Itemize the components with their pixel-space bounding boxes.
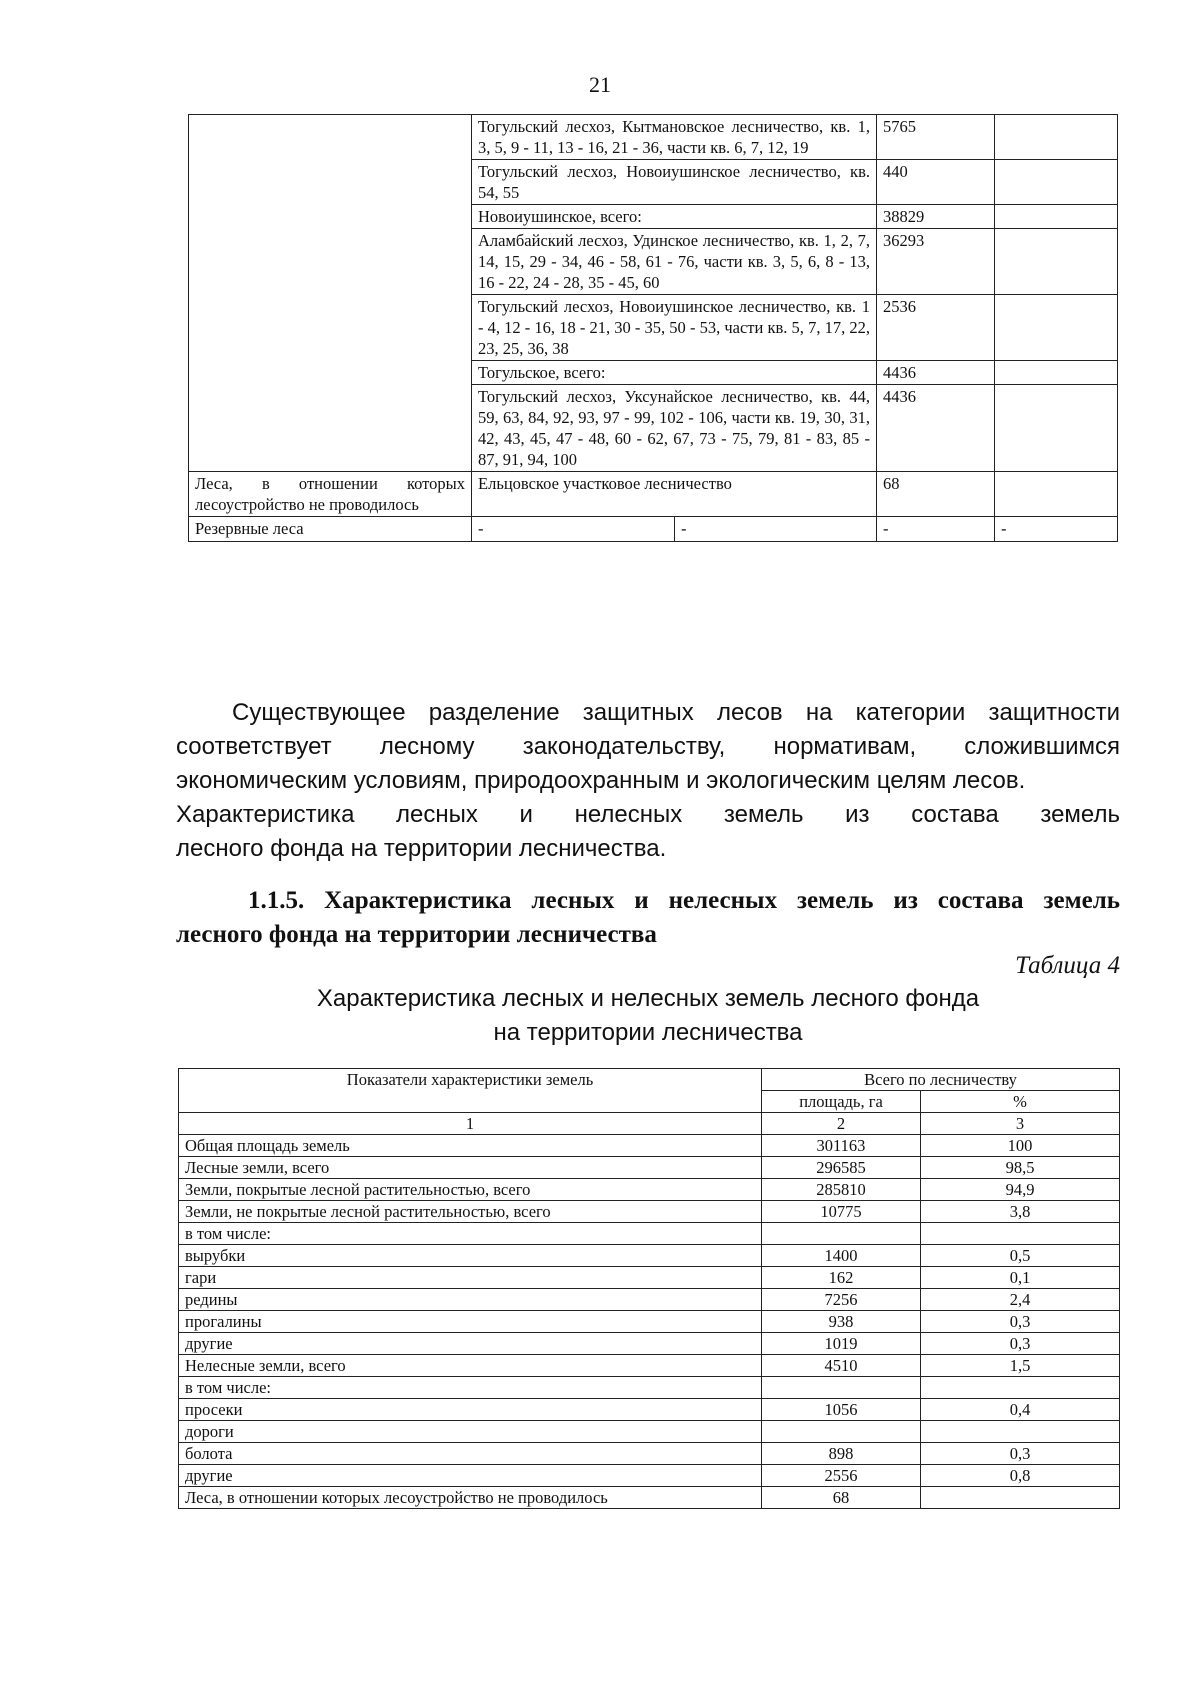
table-cell: - bbox=[681, 519, 687, 538]
column-header: Всего по лесничеству bbox=[762, 1069, 1120, 1091]
table-cell: в том числе: bbox=[179, 1377, 762, 1399]
table-cell bbox=[921, 1487, 1120, 1509]
section-heading bbox=[176, 884, 1120, 952]
forest-districts-table bbox=[188, 114, 1118, 542]
table-cell: Аламбайский лесхоз, Удинское лесничество, кв. 1, 2, 7, 14, 15, 29 - 34, 46 - 58, 61 - 76, части кв. 3, 5, 6, 8 - 13, 16 - 22, 24 - 28, 35 - 45, 60 bbox=[472, 229, 877, 295]
table-cell: 301163 bbox=[762, 1135, 921, 1157]
table-row bbox=[179, 1377, 1120, 1399]
table-cell: 1400 bbox=[762, 1245, 921, 1267]
table-cell: Тогульское, всего: bbox=[472, 361, 877, 385]
table-header-row bbox=[179, 1113, 1120, 1135]
table-cell bbox=[921, 1377, 1120, 1399]
table-cell: другие bbox=[179, 1465, 762, 1487]
table-cell: 3,8 bbox=[921, 1201, 1120, 1223]
table-row bbox=[179, 1179, 1120, 1201]
table-cell: 162 bbox=[762, 1267, 921, 1289]
table-cell bbox=[995, 229, 1118, 295]
table-cell bbox=[762, 1377, 921, 1399]
table-cell: Земли, покрытые лесной растительностью, всего bbox=[179, 1179, 762, 1201]
table-cell: 0,3 bbox=[921, 1443, 1120, 1465]
table-cell: 5765 bbox=[877, 115, 995, 160]
table-cell: 4436 bbox=[877, 361, 995, 385]
table-cell bbox=[472, 517, 877, 542]
table-number-label: Таблица 4 bbox=[1015, 952, 1120, 979]
table-cell: 2536 bbox=[877, 295, 995, 361]
table-cell: - bbox=[995, 517, 1118, 542]
table-row bbox=[179, 1201, 1120, 1223]
table-cell: 36293 bbox=[877, 229, 995, 295]
table-row bbox=[179, 1245, 1120, 1267]
table-caption bbox=[176, 982, 1120, 1050]
table-cell: Земли, не покрытые лесной растительностью, всего bbox=[179, 1201, 762, 1223]
table-cell: Новоиушинское, всего: bbox=[472, 205, 877, 229]
heading-line: лесного фонда на территории лесничества bbox=[176, 921, 657, 948]
table-cell: просеки bbox=[179, 1399, 762, 1421]
paragraph-line: Существующее разделение защитных лесов на категории защитности bbox=[232, 699, 1120, 726]
table-row bbox=[179, 1311, 1120, 1333]
table-row bbox=[179, 1157, 1120, 1179]
table-cell: 1019 bbox=[762, 1333, 921, 1355]
paragraph-line: соответствует лесному законодательству, нормативам, сложившимся bbox=[176, 733, 1120, 760]
table-cell bbox=[921, 1223, 1120, 1245]
table-cell: другие bbox=[179, 1333, 762, 1355]
table-row bbox=[179, 1487, 1120, 1509]
table-cell: Леса, в отношении которых лесоустройство не проводилось bbox=[179, 1487, 762, 1509]
table-cell: 1,5 bbox=[921, 1355, 1120, 1377]
table-cell: Резервные леса bbox=[189, 517, 472, 542]
table-cell: Тогульский лесхоз, Уксунайское лесничество, кв. 44, 59, 63, 84, 92, 93, 97 - 99, 102 - 106, части кв. 19, 30, 31, 42, 43, 45, 47 - 48, 60 - 62, 67, 73 - 75, 79, 81 - 83, 85 - 87, 91, 94, 100 bbox=[472, 385, 877, 472]
column-header: площадь, га bbox=[762, 1091, 921, 1113]
table-row bbox=[179, 1399, 1120, 1421]
caption-line: на территории лесничества bbox=[493, 1019, 803, 1046]
table-cell bbox=[189, 115, 472, 472]
table-row bbox=[179, 1289, 1120, 1311]
column-header: Показатели характеристики земель bbox=[179, 1069, 762, 1113]
table-row bbox=[179, 1421, 1120, 1443]
table-cell: 94,9 bbox=[921, 1179, 1120, 1201]
table-cell: 0,8 bbox=[921, 1465, 1120, 1487]
table-row bbox=[179, 1135, 1120, 1157]
page-number: 21 bbox=[589, 72, 611, 97]
column-number: 2 bbox=[762, 1113, 921, 1135]
table-cell: Ельцовское участковое лесничество bbox=[472, 472, 877, 517]
paragraph-line: лесного фонда на территории лесничества. bbox=[176, 835, 667, 862]
table-cell: 0,3 bbox=[921, 1311, 1120, 1333]
table-cell bbox=[995, 295, 1118, 361]
table-cell bbox=[921, 1421, 1120, 1443]
table-row bbox=[179, 1333, 1120, 1355]
table-cell bbox=[995, 385, 1118, 472]
table-cell: 10775 bbox=[762, 1201, 921, 1223]
table-row bbox=[189, 472, 1118, 517]
land-characteristics-table bbox=[178, 1068, 1120, 1509]
table-cell bbox=[995, 160, 1118, 205]
table-cell: 296585 bbox=[762, 1157, 921, 1179]
table-header-row bbox=[179, 1069, 1120, 1091]
table-row bbox=[179, 1443, 1120, 1465]
table-cell: гари bbox=[179, 1267, 762, 1289]
table-cell: 938 bbox=[762, 1311, 921, 1333]
table-row bbox=[189, 115, 1118, 160]
column-header: % bbox=[921, 1091, 1120, 1113]
table-row bbox=[179, 1223, 1120, 1245]
table-cell bbox=[995, 115, 1118, 160]
table-cell: 68 bbox=[877, 472, 995, 517]
body-paragraph bbox=[176, 696, 1120, 866]
table-cell: 898 bbox=[762, 1443, 921, 1465]
table-cell: 0,5 bbox=[921, 1245, 1120, 1267]
table-cell: 0,3 bbox=[921, 1333, 1120, 1355]
table-cell: 7256 bbox=[762, 1289, 921, 1311]
table-row bbox=[179, 1267, 1120, 1289]
table-cell: Общая площадь земель bbox=[179, 1135, 762, 1157]
table-cell: редины bbox=[179, 1289, 762, 1311]
table-cell: в том числе: bbox=[179, 1223, 762, 1245]
table-cell: Лесные земли, всего bbox=[179, 1157, 762, 1179]
table-cell: 38829 bbox=[877, 205, 995, 229]
table-cell bbox=[995, 205, 1118, 229]
table-cell: Леса, в отношении которых лесоустройство не проводилось bbox=[189, 472, 472, 517]
table-cell: - bbox=[472, 517, 675, 541]
table-cell: Тогульский лесхоз, Кытмановское лесничество, кв. 1, 3, 5, 9 - 11, 13 - 16, 21 - 36, части кв. 6, 7, 12, 19 bbox=[472, 115, 877, 160]
heading-line: 1.1.5. Характеристика лесных и нелесных земель из состава земель bbox=[248, 887, 1120, 914]
table-row bbox=[189, 517, 1118, 542]
caption-line: Характеристика лесных и нелесных земель лесного фонда bbox=[316, 985, 980, 1012]
table-cell: 0,1 bbox=[921, 1267, 1120, 1289]
table-cell: - bbox=[877, 517, 995, 542]
table-cell bbox=[995, 472, 1118, 517]
table-cell: вырубки bbox=[179, 1245, 762, 1267]
table-cell: 2556 bbox=[762, 1465, 921, 1487]
table-cell: 285810 bbox=[762, 1179, 921, 1201]
table-cell: 4510 bbox=[762, 1355, 921, 1377]
table-cell bbox=[995, 361, 1118, 385]
table-cell: 100 bbox=[921, 1135, 1120, 1157]
table-cell: Тогульский лесхоз, Новоиушинское лесничество, кв. 1 - 4, 12 - 16, 18 - 21, 30 - 35, 50 - 53, части кв. 5, 7, 17, 22, 23, 25, 36, 38 bbox=[472, 295, 877, 361]
table-cell: дороги bbox=[179, 1421, 762, 1443]
table-cell: 440 bbox=[877, 160, 995, 205]
table-cell: Тогульский лесхоз, Новоиушинское лесничество, кв. 54, 55 bbox=[472, 160, 877, 205]
column-number: 3 bbox=[921, 1113, 1120, 1135]
table-row bbox=[179, 1465, 1120, 1487]
table-row bbox=[179, 1355, 1120, 1377]
paragraph-line: Характеристика лесных и нелесных земель из состава земель bbox=[176, 801, 1120, 828]
table-cell: 4436 bbox=[877, 385, 995, 472]
paragraph-line: экономическим условиям, природоохранным и экологическим целям лесов. bbox=[176, 767, 1026, 794]
table-cell: 0,4 bbox=[921, 1399, 1120, 1421]
table-cell: болота bbox=[179, 1443, 762, 1465]
land-table-body bbox=[179, 1135, 1120, 1509]
table-cell bbox=[762, 1223, 921, 1245]
table-cell: Нелесные земли, всего bbox=[179, 1355, 762, 1377]
table-cell: прогалины bbox=[179, 1311, 762, 1333]
column-number: 1 bbox=[179, 1113, 762, 1135]
table-cell: 1056 bbox=[762, 1399, 921, 1421]
table-cell bbox=[762, 1421, 921, 1443]
table-cell: 98,5 bbox=[921, 1157, 1120, 1179]
split-cell bbox=[472, 517, 876, 541]
table-cell: 2,4 bbox=[921, 1289, 1120, 1311]
table-cell: 68 bbox=[762, 1487, 921, 1509]
